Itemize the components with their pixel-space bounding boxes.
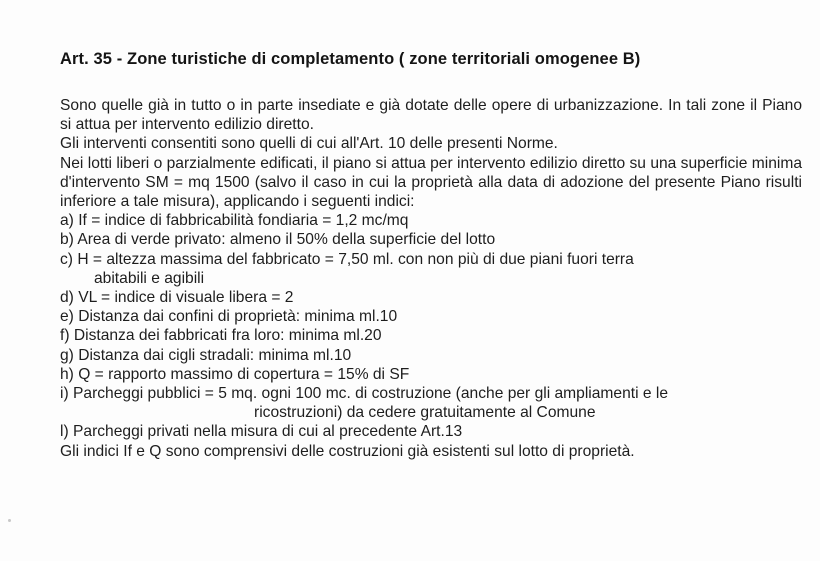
scan-speck: [8, 519, 11, 522]
article-title: Art. 35 - Zone turistiche di completamento ( zone territoriali omogenee B): [60, 50, 641, 68]
index-item-e: e) Distanza dai confini di proprietà: minima ml.10: [60, 308, 398, 326]
intro-paragraph-1: Sono quelle già in tutto o in parte insediate e già dotate delle opere di urbanizzazione. In tali zone il Piano si attua per intervento edilizio diretto.: [60, 97, 802, 134]
index-item-i-line-1: i) Parcheggi pubblici = 5 mq. ogni 100 mc. di costruzione (anche per gli ampliamenti e le: [60, 385, 669, 403]
index-item-g: g) Distanza dai cigli stradali: minima ml.10: [60, 346, 352, 364]
index-item-b: b) Area di verde privato: almeno il 50% della superficie del lotto: [60, 231, 496, 249]
index-item-h: h) Q = rapporto massimo di copertura = 15% di SF: [60, 365, 410, 383]
index-item-c-line-1: c) H = altezza massima del fabbricato = 7,50 ml. con non più di due piani fuori terra: [60, 250, 634, 268]
index-item-a: a) If = indice di fabbricabilità fondiaria = 1,2 mc/mq: [60, 212, 409, 230]
index-item-c-line-2: abitabili e agibili: [94, 269, 205, 287]
index-item-i: [60, 384, 802, 422]
index-item-d: d) VL = indice di visuale libera = 2: [60, 289, 294, 307]
intro-paragraph-3: Nei lotti liberi o parzialmente edificati, il piano si attua per intervento edilizio diretto su una superficie minima d'intervento SM = mq 1500 (salvo il caso in cui la proprietà alla data di adozione del presente Piano risulti inferiore a tale misura), applicando i seguenti indici:: [60, 154, 802, 211]
intro-paragraph-2: Gli interventi consentiti sono quelli di cui all'Art. 10 delle presenti Norme.: [60, 135, 558, 153]
index-item-i-line-2: ricostruzioni) da cedere gratuitamente al Comune: [254, 404, 596, 422]
article-body: [60, 96, 802, 461]
index-item-c: [60, 250, 802, 288]
index-item-l: l) Parcheggi privati nella misura di cui al precedente Art.13: [60, 423, 463, 441]
index-item-f: f) Distanza dei fabbricati fra loro: minima ml.20: [60, 327, 382, 345]
closing-paragraph: Gli indici If e Q sono comprensivi delle costruzioni già esistenti sul lotto di proprietà.: [60, 442, 635, 460]
